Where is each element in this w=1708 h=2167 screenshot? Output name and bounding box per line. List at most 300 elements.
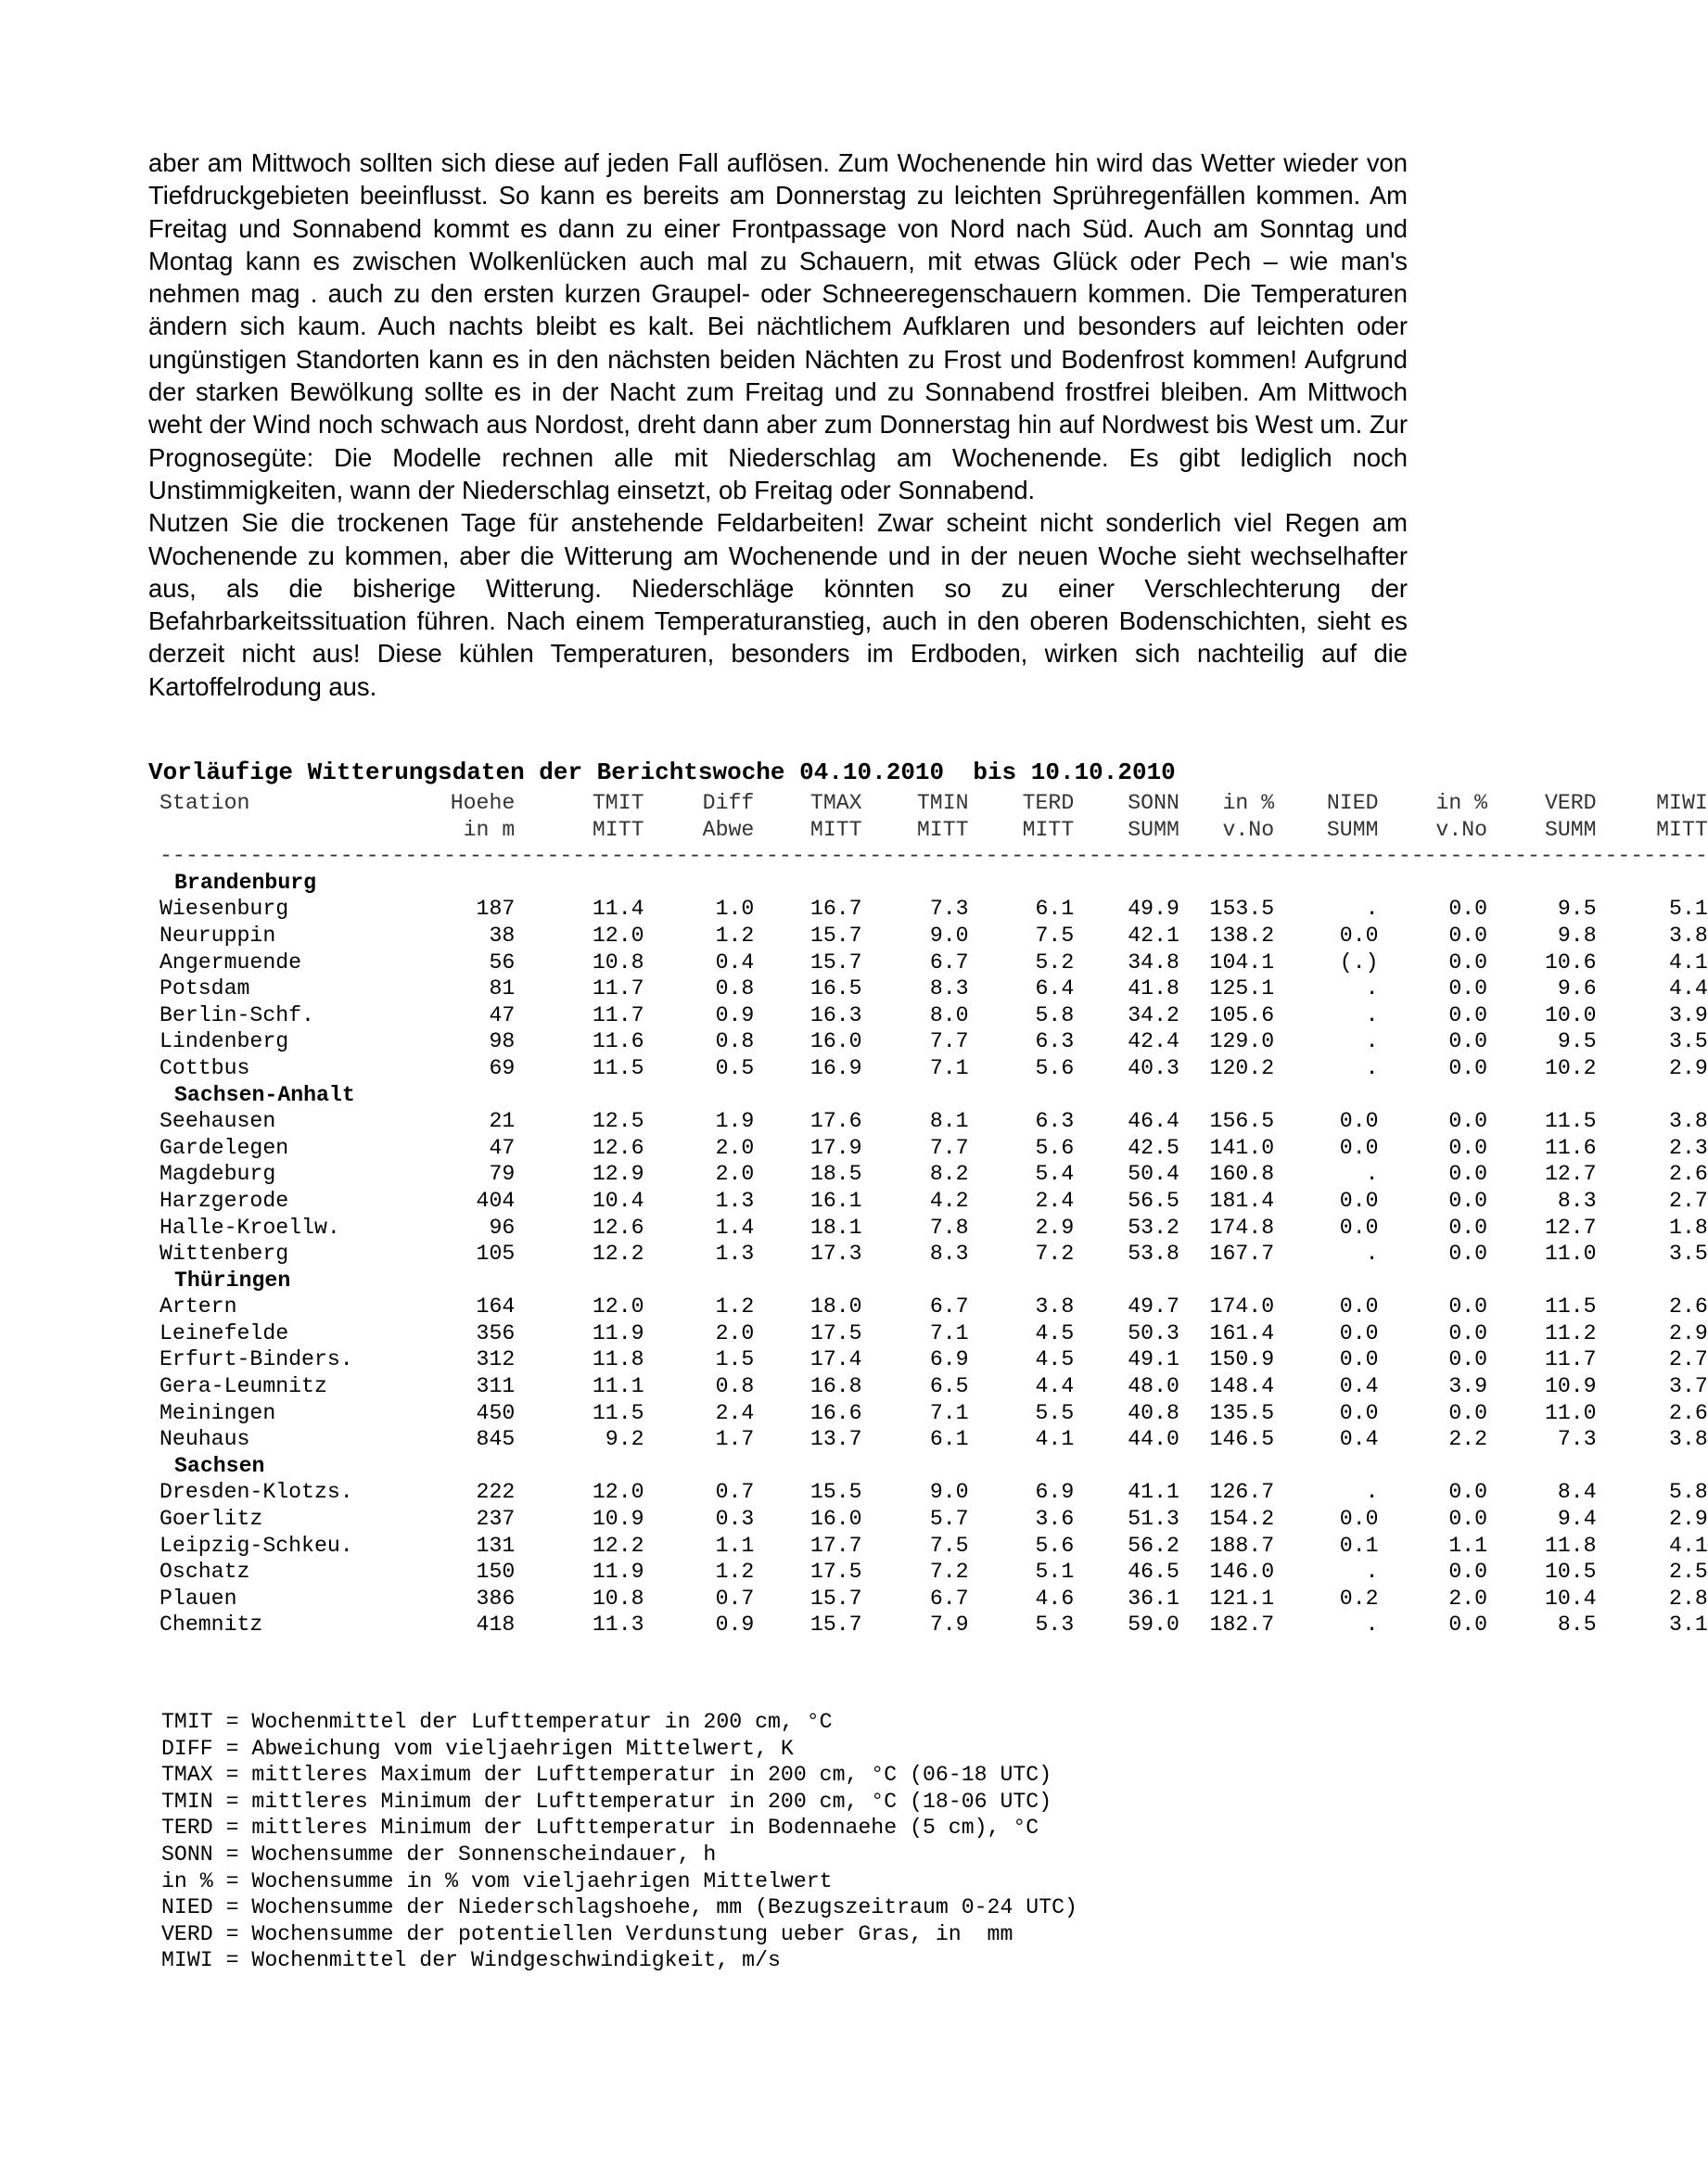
region-heading: Sachsen [174, 1453, 265, 1478]
legend-line: NIED = Wochensumme der Niederschlagshoehe, mm (Bezugszeitraum 0-24 UTC) [161, 1895, 1077, 1920]
data-cell: 0.3 [715, 1507, 755, 1532]
data-cell: 16.8 [809, 1374, 862, 1399]
data-cell: 3.9 [1448, 1374, 1488, 1399]
station-name: Berlin-Schf. [159, 1002, 314, 1027]
legend-line: TMIN = mittleres Minimum der Lufttemperatur in 200 cm, °C (18-06 UTC) [161, 1789, 1052, 1814]
data-cell: 2.3 [1669, 1135, 1708, 1160]
data-cell: 81 [489, 976, 516, 1001]
data-cell: 2.0 [1448, 1586, 1488, 1611]
column-header: Hoehe [450, 791, 516, 815]
data-cell: 1.2 [715, 923, 755, 948]
data-cell: 10.4 [1544, 1586, 1597, 1611]
data-cell: 4.6 [1035, 1586, 1075, 1611]
data-cell: 0.0 [1448, 923, 1488, 948]
column-header: MIWI [1656, 791, 1708, 815]
data-cell: 9.4 [1557, 1507, 1597, 1532]
data-cell: 0.0 [1448, 1215, 1488, 1240]
table-row [147, 1215, 1708, 1242]
header-row [147, 817, 1708, 844]
data-cell: 56 [489, 950, 516, 975]
separator-row [147, 843, 1708, 870]
station-name: Halle-Kroellw. [159, 1215, 340, 1240]
station-name: Gera-Leumnitz [159, 1374, 327, 1399]
data-cell: (.) [1339, 950, 1379, 975]
data-cell: . [1365, 1613, 1379, 1638]
data-cell: 6.3 [1035, 1109, 1075, 1134]
data-cell: 3.8 [1035, 1294, 1075, 1319]
data-cell: 17.4 [809, 1347, 862, 1372]
table-row [147, 1346, 1708, 1373]
data-cell: . [1365, 1055, 1379, 1080]
station-name: Chemnitz [159, 1613, 263, 1638]
data-cell: 79 [489, 1162, 516, 1187]
station-name: Erfurt-Binders. [159, 1347, 353, 1372]
data-cell: 1.4 [715, 1215, 755, 1240]
data-cell: 9.6 [1557, 976, 1597, 1001]
data-cell: 7.2 [929, 1560, 969, 1585]
data-cell: 16.7 [809, 897, 862, 922]
legend-line: DIFF = Abweichung vom vieljaehrigen Mittelwert, K [161, 1736, 794, 1761]
data-cell: 5.1 [1035, 1560, 1075, 1585]
abbreviation-legend [161, 1709, 1077, 1974]
station-name: Goerlitz [159, 1507, 263, 1532]
table-row [147, 1506, 1708, 1533]
data-cell: 56.2 [1128, 1533, 1179, 1558]
data-cell: 16.0 [809, 1029, 862, 1054]
table-row [147, 896, 1708, 923]
column-header: MITT [916, 817, 969, 842]
data-cell: 11.5 [592, 1400, 644, 1425]
data-cell: 167.7 [1209, 1242, 1275, 1267]
data-cell: 0.0 [1448, 1029, 1488, 1054]
data-cell: 10.8 [592, 1586, 644, 1611]
column-header: v.No [1222, 817, 1275, 842]
data-cell: 181.4 [1209, 1188, 1275, 1213]
data-cell: 12.2 [592, 1242, 644, 1267]
data-cell: 1.1 [715, 1533, 755, 1558]
data-cell: 1.7 [715, 1427, 755, 1452]
data-cell: 6.4 [1035, 976, 1075, 1001]
station-name: Angermuende [159, 950, 302, 975]
data-cell: 40.3 [1128, 1055, 1179, 1080]
table-row [147, 1294, 1708, 1320]
station-name: Seehausen [159, 1109, 276, 1134]
table-row [147, 1188, 1708, 1215]
station-name: Neuhaus [159, 1427, 250, 1452]
data-cell: 11.7 [1544, 1347, 1597, 1372]
data-cell: 3.5 [1669, 1029, 1708, 1054]
data-cell: 8.4 [1557, 1480, 1597, 1505]
data-cell: 104.1 [1209, 950, 1275, 975]
column-header: Station [159, 791, 250, 815]
data-cell: 15.7 [809, 1613, 862, 1638]
data-cell: 98 [489, 1029, 516, 1054]
data-cell: 42.5 [1128, 1135, 1179, 1160]
data-cell: 42.1 [1128, 923, 1179, 948]
data-cell: 0.0 [1448, 1294, 1488, 1319]
data-cell: 3.5 [1669, 1242, 1708, 1267]
region-heading-row [147, 1268, 1708, 1294]
data-cell: 6.7 [929, 950, 969, 975]
data-cell: 11.1 [592, 1374, 644, 1399]
data-cell: 150 [476, 1560, 516, 1585]
table-row [147, 1135, 1708, 1162]
data-cell: 11.5 [592, 1055, 644, 1080]
data-cell: 0.0 [1448, 1135, 1488, 1160]
data-cell: 12.0 [592, 1480, 644, 1505]
data-cell: 2.5 [1669, 1560, 1708, 1585]
data-cell: 0.0 [1339, 1507, 1379, 1532]
data-cell: 120.2 [1209, 1055, 1275, 1080]
data-cell: 0.0 [1448, 1480, 1488, 1505]
data-cell: 11.2 [1544, 1320, 1597, 1345]
data-cell: 160.8 [1209, 1162, 1275, 1187]
data-cell: . [1365, 1560, 1379, 1585]
data-cell: 17.7 [809, 1533, 862, 1558]
data-cell: 356 [476, 1320, 516, 1345]
report-title: Vorläufige Witterungsdaten der Berichtswoche 04.10.2010 bis 10.10.2010 [148, 758, 1176, 786]
data-cell: 154.2 [1209, 1507, 1275, 1532]
data-cell: 17.3 [809, 1242, 862, 1267]
data-cell: 0.0 [1448, 1162, 1488, 1187]
data-cell: 2.9 [1669, 1055, 1708, 1080]
station-name: Leinefelde [159, 1320, 289, 1345]
data-cell: 4.1 [1669, 1533, 1708, 1558]
data-cell: 121.1 [1209, 1586, 1275, 1611]
column-header: TERD [1022, 791, 1075, 815]
data-cell: 53.8 [1128, 1242, 1179, 1267]
data-cell: 0.0 [1448, 1055, 1488, 1080]
data-cell: 59.0 [1128, 1613, 1179, 1638]
data-cell: 9.2 [605, 1427, 644, 1452]
station-name: Meiningen [159, 1400, 276, 1425]
region-heading-row [147, 870, 1708, 897]
data-cell: 96 [489, 1215, 516, 1240]
table-row [147, 1055, 1708, 1082]
data-cell: 47 [489, 1002, 516, 1027]
column-header [147, 817, 426, 844]
data-cell: 2.8 [1669, 1586, 1708, 1611]
data-cell: 10.0 [1544, 1002, 1597, 1027]
region-heading: Thüringen [174, 1268, 291, 1293]
table-row [147, 1533, 1708, 1560]
data-cell: 5.1 [1669, 897, 1708, 922]
data-cell: 11.5 [1544, 1294, 1597, 1319]
column-header: TMIT [592, 791, 644, 815]
data-cell: 2.6 [1669, 1294, 1708, 1319]
data-cell: 1.3 [715, 1242, 755, 1267]
station-name: Plauen [159, 1586, 237, 1611]
data-cell: 0.0 [1339, 923, 1379, 948]
data-cell: 46.4 [1128, 1109, 1179, 1134]
data-cell: 9.0 [929, 923, 969, 948]
data-cell: 3.8 [1669, 1109, 1708, 1134]
data-cell: 4.4 [1669, 976, 1708, 1001]
data-cell: 3.6 [1035, 1507, 1075, 1532]
data-cell: 0.0 [1448, 1109, 1488, 1134]
data-cell: 188.7 [1209, 1533, 1275, 1558]
column-header: in % [1435, 791, 1488, 815]
data-cell: 182.7 [1209, 1613, 1275, 1638]
data-cell: 6.5 [929, 1374, 969, 1399]
data-cell: 7.2 [1035, 1242, 1075, 1267]
table-row [147, 1612, 1708, 1638]
data-cell: . [1365, 897, 1379, 922]
data-cell: 5.4 [1035, 1162, 1075, 1187]
data-cell: 7.5 [1035, 923, 1075, 948]
data-cell: 2.4 [715, 1400, 755, 1425]
data-cell: 0.0 [1448, 950, 1488, 975]
data-cell: 69 [489, 1055, 516, 1080]
data-cell: 6.9 [1035, 1480, 1075, 1505]
station-name: Neuruppin [159, 923, 276, 948]
column-header: in m [463, 817, 516, 842]
data-cell: 6.7 [929, 1586, 969, 1611]
data-cell: 11.6 [1544, 1135, 1597, 1160]
data-cell: 131 [476, 1533, 516, 1558]
data-cell: 1.8 [1669, 1215, 1708, 1240]
data-cell: 4.1 [1669, 950, 1708, 975]
data-cell: 153.5 [1209, 897, 1275, 922]
data-cell: 4.4 [1035, 1374, 1075, 1399]
data-cell: 4.2 [929, 1188, 969, 1213]
data-cell: 135.5 [1209, 1400, 1275, 1425]
table-row [147, 975, 1708, 1002]
data-cell: 10.4 [592, 1188, 644, 1213]
data-cell: 15.7 [809, 923, 862, 948]
data-cell: 125.1 [1209, 976, 1275, 1001]
data-cell: 129.0 [1209, 1029, 1275, 1054]
data-cell: 0.0 [1448, 897, 1488, 922]
data-cell: 5.7 [929, 1507, 969, 1532]
table-row [147, 1373, 1708, 1400]
data-cell: 161.4 [1209, 1320, 1275, 1345]
data-cell: 3.8 [1669, 1427, 1708, 1452]
data-cell: 3.7 [1669, 1374, 1708, 1399]
data-cell: 46.5 [1128, 1560, 1179, 1585]
data-cell: 8.3 [1557, 1188, 1597, 1213]
data-cell: 16.9 [809, 1055, 862, 1080]
data-cell: 1.9 [715, 1109, 755, 1134]
station-name: Lindenberg [159, 1029, 289, 1054]
data-cell: 17.5 [809, 1320, 862, 1345]
data-cell: 17.5 [809, 1560, 862, 1585]
data-cell: 312 [476, 1347, 516, 1372]
data-cell: 10.8 [592, 950, 644, 975]
data-cell: 450 [476, 1400, 516, 1425]
data-cell: 2.0 [715, 1135, 755, 1160]
data-cell: 16.5 [809, 976, 862, 1001]
data-cell: 148.4 [1209, 1374, 1275, 1399]
data-cell: 13.7 [809, 1427, 862, 1452]
data-cell: 5.3 [1035, 1613, 1075, 1638]
data-cell: 5.6 [1035, 1055, 1075, 1080]
data-cell: 11.3 [592, 1613, 644, 1638]
data-cell: 36.1 [1128, 1586, 1179, 1611]
data-cell: 16.3 [809, 1002, 862, 1027]
station-name: Potsdam [159, 976, 250, 1001]
data-cell: 6.3 [1035, 1029, 1075, 1054]
data-cell: 12.0 [592, 923, 644, 948]
data-cell: 11.6 [592, 1029, 644, 1054]
data-cell: 12.7 [1544, 1215, 1597, 1240]
data-cell: 49.1 [1128, 1347, 1179, 1372]
data-cell: 2.6 [1669, 1162, 1708, 1187]
data-cell: 0.4 [715, 950, 755, 975]
data-cell: 9.8 [1557, 923, 1597, 948]
region-heading-row [147, 1453, 1708, 1480]
data-cell: 0.4 [1339, 1427, 1379, 1452]
data-cell: 174.8 [1209, 1215, 1275, 1240]
data-cell: 138.2 [1209, 923, 1275, 948]
station-name: Magdeburg [159, 1162, 276, 1187]
data-cell: 7.1 [929, 1400, 969, 1425]
column-header: SUMM [1544, 817, 1597, 842]
legend-line: in % = Wochensumme in % vom vieljaehrigen Mittelwert [161, 1868, 833, 1893]
column-header: MITT [592, 817, 644, 842]
data-cell: 15.7 [809, 950, 862, 975]
data-cell: 38 [489, 923, 516, 948]
data-cell: 18.1 [809, 1215, 862, 1240]
weather-report [147, 758, 1708, 1638]
data-cell: 7.7 [929, 1135, 969, 1160]
data-cell: . [1365, 1029, 1379, 1054]
data-cell: 0.0 [1448, 1242, 1488, 1267]
data-cell: 0.8 [715, 976, 755, 1001]
data-cell: 56.5 [1128, 1188, 1179, 1213]
data-cell: 41.1 [1128, 1480, 1179, 1505]
data-cell: 5.2 [1035, 950, 1075, 975]
table-row [147, 1002, 1708, 1029]
data-cell: 0.7 [715, 1480, 755, 1505]
data-cell: 40.8 [1128, 1400, 1179, 1425]
data-cell: 1.2 [715, 1560, 755, 1585]
forecast-paragraph-1: aber am Mittwoch sollten sich diese auf jeden Fall auflösen. Zum Wochenende hin wird das Wetter wieder von Tiefdruckgebieten beeinflusst. So kann es bereits am Donnerstag zu leichten Sprühregenfällen kommen. Am Freitag und Sonnabend kommt es dann zu einer Frontpassage von Nord nach Süd. Auch am Sonntag und Montag kann es zwischen Wolkenlücken auch mal zu Schauern, mit etwas Glück oder Pech – wie man's nehmen mag . auch zu den ersten kurzen Graupel- oder Schneeregenschauern kommen. Die Temperaturen ändern sich kaum. Auch nachts bleibt es kalt. Bei nächtlichem Aufklaren und besonders auf leichten oder ungünstigen Standorten kann es in den nächsten beiden Nächten zu Frost und Bodenfrost kommen! Aufgrund der starken Bewölkung sollte es in der Nacht zum Freitag und zu Sonnabend frostfrei bleiben. Am Mittwoch weht der Wind noch schwach aus Nordost, dreht dann aber zum Donnerstag hin auf Nordwest bis West um. Zur Prognosegüte: Die Modelle rechnen alle mit Niederschlag am Wochenende. Es gibt lediglich noch Unstimmigkeiten, wann der Niederschlag einsetzt, ob Freitag oder Sonnabend. [148, 148, 1408, 504]
forecast-text [148, 147, 1408, 703]
data-cell: 6.1 [1035, 897, 1075, 922]
data-cell: 11.8 [1544, 1533, 1597, 1558]
data-cell: 0.4 [1339, 1374, 1379, 1399]
data-cell: 187 [476, 897, 516, 922]
station-name: Cottbus [159, 1055, 250, 1080]
data-cell: 2.7 [1669, 1347, 1708, 1372]
data-cell: 7.5 [929, 1533, 969, 1558]
data-cell: 16.0 [809, 1507, 862, 1532]
data-cell: 1.1 [1448, 1533, 1488, 1558]
data-cell: 3.8 [1669, 923, 1708, 948]
legend-line: MIWI = Wochenmittel der Windgeschwindigkeit, m/s [161, 1948, 781, 1973]
data-cell: 7.7 [929, 1029, 969, 1054]
data-cell: 16.1 [809, 1188, 862, 1213]
data-cell: 51.3 [1128, 1507, 1179, 1532]
data-cell: 0.0 [1448, 1320, 1488, 1345]
data-cell: 34.8 [1128, 950, 1179, 975]
data-cell: 2.6 [1669, 1400, 1708, 1425]
data-cell: 237 [476, 1507, 516, 1532]
legend-line: TMIT = Wochenmittel der Lufttemperatur in 200 cm, °C [161, 1710, 833, 1734]
data-cell: 12.2 [592, 1533, 644, 1558]
region-heading-row [147, 1082, 1708, 1109]
data-cell: 105.6 [1209, 1002, 1275, 1027]
data-cell: 8.1 [929, 1109, 969, 1134]
data-cell: 0.7 [715, 1586, 755, 1611]
data-cell: 18.5 [809, 1162, 862, 1187]
data-cell: 12.9 [592, 1162, 644, 1187]
data-cell: 222 [476, 1480, 516, 1505]
table-row [147, 1400, 1708, 1427]
table-header [147, 790, 1708, 870]
table-row [147, 1426, 1708, 1453]
data-cell: 17.6 [809, 1109, 862, 1134]
data-cell: 2.9 [1035, 1215, 1075, 1240]
data-cell: 10.9 [1544, 1374, 1597, 1399]
data-cell: . [1365, 1002, 1379, 1027]
column-header: NIED [1326, 791, 1379, 815]
data-cell: 2.4 [1035, 1188, 1075, 1213]
data-cell: 0.1 [1339, 1533, 1379, 1558]
data-cell: . [1365, 1162, 1379, 1187]
column-header: TMIN [916, 791, 969, 815]
data-cell: 7.3 [929, 897, 969, 922]
table-row [147, 1028, 1708, 1055]
data-cell: 10.6 [1544, 950, 1597, 975]
data-cell: 41.8 [1128, 976, 1179, 1001]
legend-line: VERD = Wochensumme der potentiellen Verdunstung ueber Gras, in mm [161, 1921, 1013, 1946]
data-cell: 0.0 [1339, 1400, 1379, 1425]
data-cell: 49.7 [1128, 1294, 1179, 1319]
station-name: Wiesenburg [159, 897, 289, 922]
data-cell: 12.0 [592, 1294, 644, 1319]
data-cell: 105 [476, 1242, 516, 1267]
data-cell: 0.8 [715, 1374, 755, 1399]
data-cell: 2.9 [1669, 1507, 1708, 1532]
legend-line: SONN = Wochensumme der Sonnenscheindauer, h [161, 1842, 717, 1867]
data-cell: 44.0 [1128, 1427, 1179, 1452]
data-cell: 311 [476, 1374, 516, 1399]
data-cell: 10.5 [1544, 1560, 1597, 1585]
data-cell: 8.3 [929, 1242, 969, 1267]
column-header: in % [1222, 791, 1275, 815]
data-cell: 8.2 [929, 1162, 969, 1187]
column-header: MITT [1022, 817, 1075, 842]
table-row [147, 1586, 1708, 1613]
data-cell: 6.1 [929, 1427, 969, 1452]
data-cell: 0.2 [1339, 1586, 1379, 1611]
data-cell: 0.0 [1339, 1215, 1379, 1240]
column-header: SONN [1128, 791, 1179, 815]
table-row [147, 1479, 1708, 1506]
data-cell: 0.0 [1339, 1135, 1379, 1160]
data-cell: 11.4 [592, 897, 644, 922]
data-cell: 11.9 [592, 1560, 644, 1585]
data-cell: 5.6 [1035, 1135, 1075, 1160]
station-name: Gardelegen [159, 1135, 289, 1160]
data-cell: 1.0 [715, 897, 755, 922]
data-cell: 0.0 [1448, 1613, 1488, 1638]
data-cell: 18.0 [809, 1294, 862, 1319]
data-cell: 174.0 [1209, 1294, 1275, 1319]
data-cell: 10.9 [592, 1507, 644, 1532]
data-cell: 7.9 [929, 1613, 969, 1638]
data-cell: 11.5 [1544, 1109, 1597, 1134]
data-cell: . [1365, 1480, 1379, 1505]
data-cell: 5.8 [1669, 1480, 1708, 1505]
data-cell: 15.5 [809, 1480, 862, 1505]
data-cell: 3.1 [1669, 1613, 1708, 1638]
data-cell: 7.1 [929, 1320, 969, 1345]
column-header: MITT [809, 817, 862, 842]
data-cell: 0.0 [1339, 1109, 1379, 1134]
